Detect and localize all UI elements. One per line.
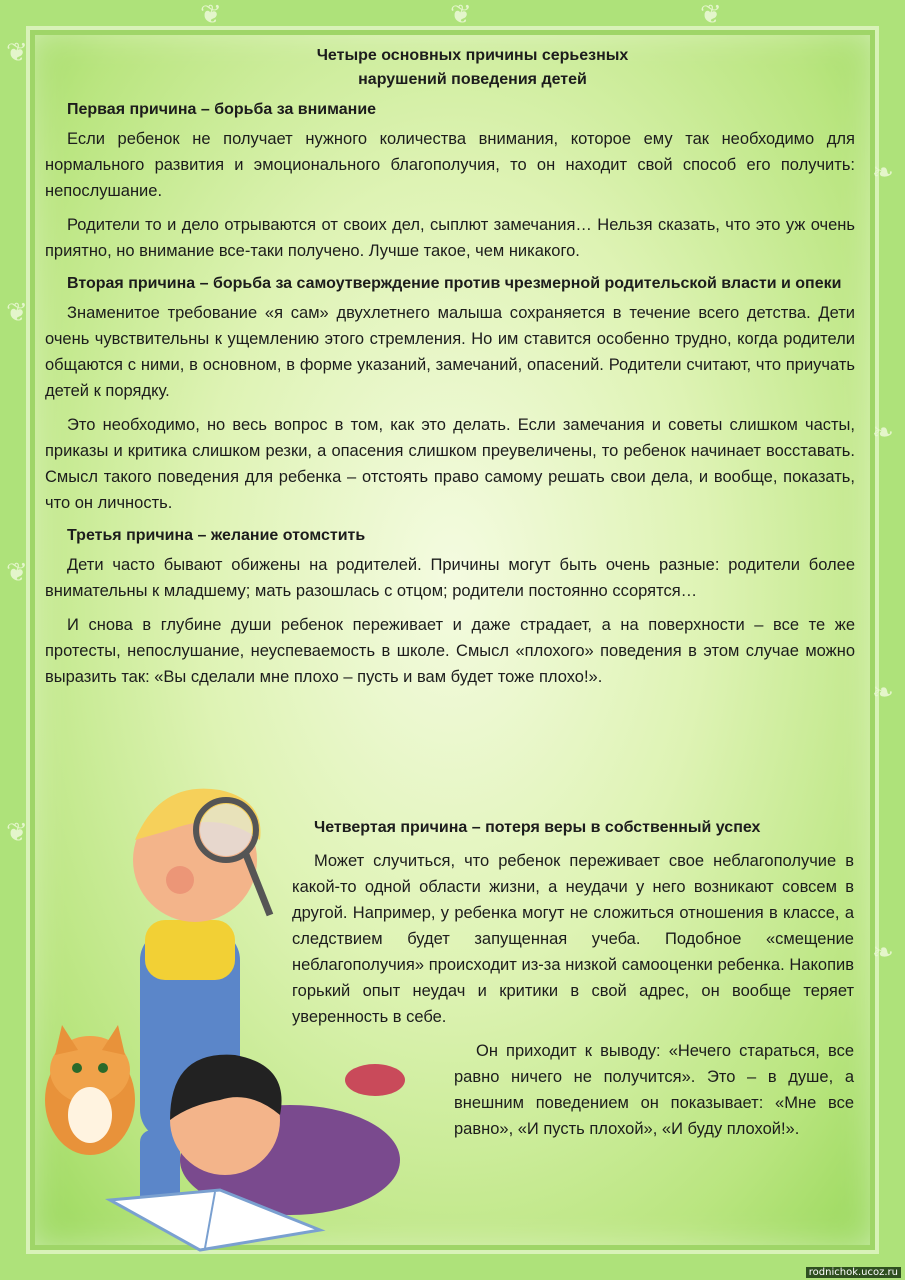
swirl-ornament-icon: ❦ [6, 38, 28, 68]
section-heading-third: Третья причина – желание отомстить [67, 527, 366, 544]
section-heading-fourth: Четвертая причина – потеря веры в собственный успех [314, 819, 761, 836]
paragraph: Знаменитое требование «я сам» двухлетнего малыша сохраняется в течение всего детства. Дети очень чувствительны к ущемлению этого стремления. Но им ставится особенно трудно, когда родители общаются с ними, в основном, в форме указаний, замечаний, опасений. Родители считают, что приучать детей к порядку. [45, 304, 855, 400]
swirl-ornament-icon: ❦ [6, 298, 28, 328]
swirl-ornament-icon: ❧ [872, 678, 894, 708]
paragraph: Если ребенок не получает нужного количества внимания, которое ему так необходимо для нормального развития и эмоционального благополучия, то он находит свой способ его получить: непослушание. [45, 130, 855, 200]
title-line-1: Четыре основных причины серьезных [316, 47, 629, 64]
paragraph: Родители то и дело отрываются от своих дел, сыплют замечания… Нельзя сказать, что это уж очень приятно, но внимание все-таки получено. Лучше такое, чем никакого. [45, 216, 855, 260]
paragraph: Дети часто бывают обижены на родителей. Причины могут быть очень разные: родители более внимательны к младшему; мать разошлась с отцом; родители постоянно ссорятся… [45, 556, 855, 600]
swirl-ornament-icon: ❧ [872, 938, 894, 968]
swirl-ornament-icon: ❦ [700, 0, 722, 30]
article [45, 44, 855, 698]
section-heading-second: Вторая причина – борьба за самоутверждение против чрезмерной родительской власти и опеки [67, 275, 842, 292]
swirl-ornament-icon: ❦ [6, 558, 28, 588]
swirl-ornament-icon: ❧ [872, 158, 894, 188]
title-line-2: нарушений поведения детей [358, 71, 587, 88]
site-watermark: rodnichok.ucoz.ru [806, 1267, 901, 1278]
swirl-ornament-icon: ❦ [200, 0, 222, 30]
swirl-ornament-icon: ❦ [6, 818, 28, 848]
swirl-ornament-icon: ❦ [450, 0, 472, 30]
paragraph: И снова в глубине души ребенок переживает и даже страдает, а на поверхности – все те же протесты, непослушание, неуспеваемость в школе. Смысл «плохого» поведения в этом случае можно выразить так: «Вы сделали мне плохо – пусть и вам будет тоже плохо!». [45, 616, 855, 686]
paragraph: Это необходимо, но весь вопрос в том, как это делать. Если замечания и советы слишком часты, приказы и критика слишком резки, а опасения слишком преувеличены, то ребенок начинает восставать. Смысл такого поведения для ребенка – отстоять право самому решать свои дела, и вообще, показать, что он личность. [45, 416, 855, 512]
fourth-section [292, 810, 854, 1150]
kitten-icon [45, 1025, 135, 1155]
paragraph: Может случиться, что ребенок переживает свое неблагополучие в какой-то одной области жизни, а неудачи у него возникают совсем в другой. Например, у ребенка могут не сложиться отношения в классе, а следствием будет запущенная учеба. Подобное «смещение неблагополучия» происходит из-за низкой самооценки ребенка. Накопив горький опыт неудач и критики в свой адрес, он вообще теряет уверенность в себе. [292, 852, 854, 1026]
section-heading-first: Первая причина – борьба за внимание [67, 101, 377, 118]
page-title [90, 44, 855, 92]
paragraph: Он приходит к выводу: «Нечего стараться, все равно ничего не получится». Это – в душе, а внешним поведением он показывает: «Мне все равно», «И пусть плохой», «И буду плохой!». [454, 1042, 854, 1138]
swirl-ornament-icon: ❧ [872, 418, 894, 448]
